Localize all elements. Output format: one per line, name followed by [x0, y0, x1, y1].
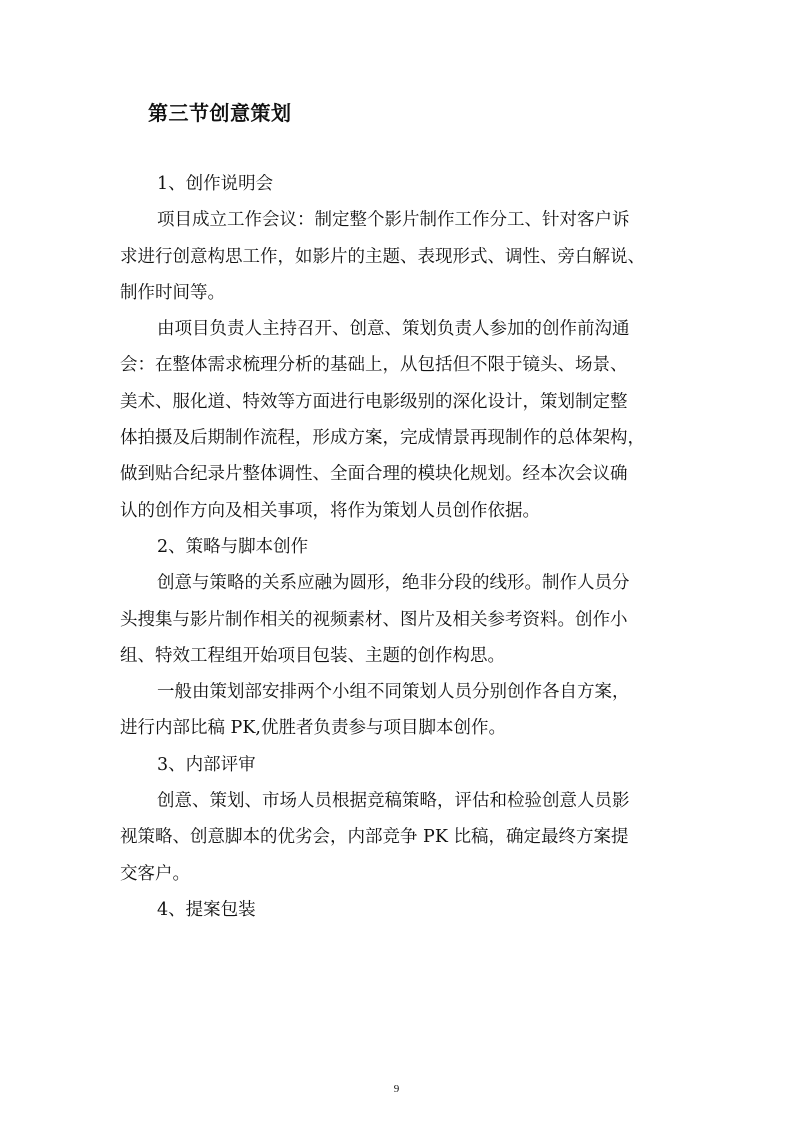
- paragraph-line: 由项目负责人主持召开、创意、策划负责人参加的创作前沟通: [157, 319, 630, 340]
- paragraph-line: 头搜集与影片制作相关的视频素材、图片及相关参考资料。创作小: [120, 609, 628, 630]
- paragraph-line: 进行内部比稿 PK,优胜者负责参与项目脚本创作。: [120, 718, 506, 739]
- paragraph-line: 项目成立工作会议：制定整个影片制作工作分工、针对客户诉: [157, 210, 630, 231]
- paragraph-line: 视策略、创意脚本的优劣会，内部竞争 PK 比稿，确定最终方案提: [120, 827, 629, 848]
- paragraph-line: 会：在整体需求梳理分析的基础上，从包括但不限于镜头、场景、: [120, 355, 628, 376]
- subsection-heading-4: 4、提案包装: [157, 899, 256, 920]
- document-body: [120, 166, 680, 928]
- paragraph-line: 组、特效工程组开始项目包装、主题的创作构思。: [120, 645, 505, 666]
- paragraph-line: 体拍摄及后期制作流程，形成方案，完成情景再现制作的总体架构，: [120, 428, 645, 449]
- paragraph-line: 创意与策略的关系应融为圆形，绝非分段的线形。制作人员分: [157, 573, 630, 594]
- page-number: 9: [393, 1083, 400, 1095]
- paragraph-line: 创意、策划、市场人员根据竞稿策略，评估和检验创意人员影: [157, 791, 630, 812]
- subsection-heading-3: 3、内部评审: [157, 754, 256, 775]
- subsection-heading-1: 1、创作说明会: [157, 174, 274, 194]
- paragraph-line: 交客户。: [120, 863, 190, 884]
- paragraph-line: 认的创作方向及相关事项，将作为策划人员创作依据。: [120, 500, 540, 521]
- subsection-heading-2: 2、策略与脚本创作: [157, 536, 309, 557]
- paragraph-line: 做到贴合纪录片整体调性、全面合理的模块化规划。经本次会议确: [120, 464, 628, 485]
- paragraph-line: 美术、服化道、特效等方面进行电影级别的深化设计，策划制定整: [120, 391, 628, 412]
- section-title: 第三节创意策划: [148, 101, 292, 125]
- paragraph-line: 制作时间等。: [120, 282, 225, 303]
- paragraph-line: 一般由策划部安排两个小组不同策划人员分别创作各自方案，: [157, 682, 630, 703]
- paragraph-line: 求进行创意构思工作，如影片的主题、表现形式、调性、旁白解说、: [120, 246, 645, 267]
